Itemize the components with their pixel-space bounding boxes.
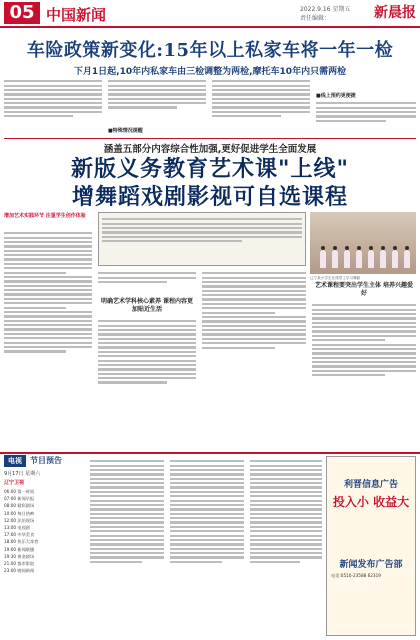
editor-credit: 责任编辑：	[300, 15, 331, 22]
feature-photo	[310, 212, 416, 274]
section-number: 05	[4, 2, 40, 24]
tv-listing: 06:00 第一时间	[4, 489, 35, 494]
tv-listing: 19:00 新闻联播	[4, 546, 35, 552]
tv-listing-column-2	[90, 458, 164, 636]
section-title: 中国新闻	[46, 6, 107, 24]
tv-listing: 13:00 电视剧	[4, 525, 30, 531]
tv-listing: 10:00 每日热映	[4, 510, 35, 516]
lead-column-1	[4, 78, 102, 136]
feature-column-1	[4, 230, 92, 448]
tv-listing: 21:00 都市影院	[4, 561, 35, 567]
feature-column-2a	[98, 270, 196, 296]
ad-phone: 电话:0510-23588 62319	[331, 573, 381, 578]
page-header	[0, 0, 420, 28]
newspaper-logo: 新晨报	[374, 5, 416, 21]
feature-kicker: 涵盖五部分内容综合性加强,更好促进学生全面发展	[103, 144, 317, 155]
feature-pullquote-box	[98, 212, 306, 266]
tv-title: 节目预告	[30, 456, 62, 465]
photo-caption: 辽宁某小学生在课堂上学习舞蹈	[310, 276, 361, 280]
feature-title-line-1: 新版义务教育艺术课"上线"	[71, 157, 349, 182]
tv-listing: 08:00 精彩剧场	[4, 503, 35, 509]
tv-listing-column-3	[170, 458, 244, 636]
tv-listing: 07:00 新闻早报	[4, 496, 35, 502]
tv-date: 9月17日 星期六	[4, 471, 41, 477]
tv-header	[4, 455, 84, 467]
tv-listing: 18:00 快乐大本营	[4, 539, 39, 545]
issue-date: 2022.9.16 星期五	[300, 6, 351, 13]
tv-listing: 17:00 中华美食	[4, 532, 35, 538]
feature-left-heading: 增加艺术实践环节 注重学生创作体验	[4, 213, 86, 219]
feature-column-2b	[98, 318, 196, 448]
feature-mid-heading-1: 明确艺术学科核心素养 课程内容更加贴近生活	[100, 298, 194, 313]
pullquote-text	[102, 216, 302, 262]
feature-title-line-2: 增舞蹈戏剧影视可自选课程	[71, 185, 348, 210]
lead-subheading-2: ■线上预约更便捷	[316, 93, 356, 99]
feature-mid-heading-2: 艺术课程要突出学生主体 培养兴趣爱好	[314, 282, 414, 297]
ad-department: 新闻发布广告部	[339, 560, 403, 570]
advertisement-box	[326, 456, 416, 636]
tv-listing: 12:00 法治现场	[4, 517, 35, 523]
lead-headline: 车险政策新变化:15年以上私家车将一年一检	[26, 40, 394, 61]
lead-column-4	[316, 100, 416, 136]
ad-line-1: 利晋信息广告	[343, 480, 398, 490]
ad-slogan: 投入小 收益大	[332, 495, 410, 509]
tv-listing: 23:00 晚间新闻	[4, 568, 35, 574]
feature-column-3	[202, 270, 306, 448]
tv-logo: 电视	[4, 455, 26, 467]
lead-column-3	[212, 78, 310, 136]
tv-listing: 19:30 黄金剧场	[4, 553, 35, 559]
lead-subheadline: 下月1日起,10年内私家车由三检调整为两检,摩托车10年内只需两检	[73, 67, 347, 77]
lead-subheading-1: ■特殊情况提醒	[108, 128, 143, 134]
section-divider	[4, 138, 416, 139]
tv-listing-column-1	[4, 488, 80, 574]
feature-column-4	[312, 302, 416, 448]
tv-listing-column-4	[250, 458, 322, 636]
tv-channel: 辽宁卫视	[4, 480, 25, 486]
